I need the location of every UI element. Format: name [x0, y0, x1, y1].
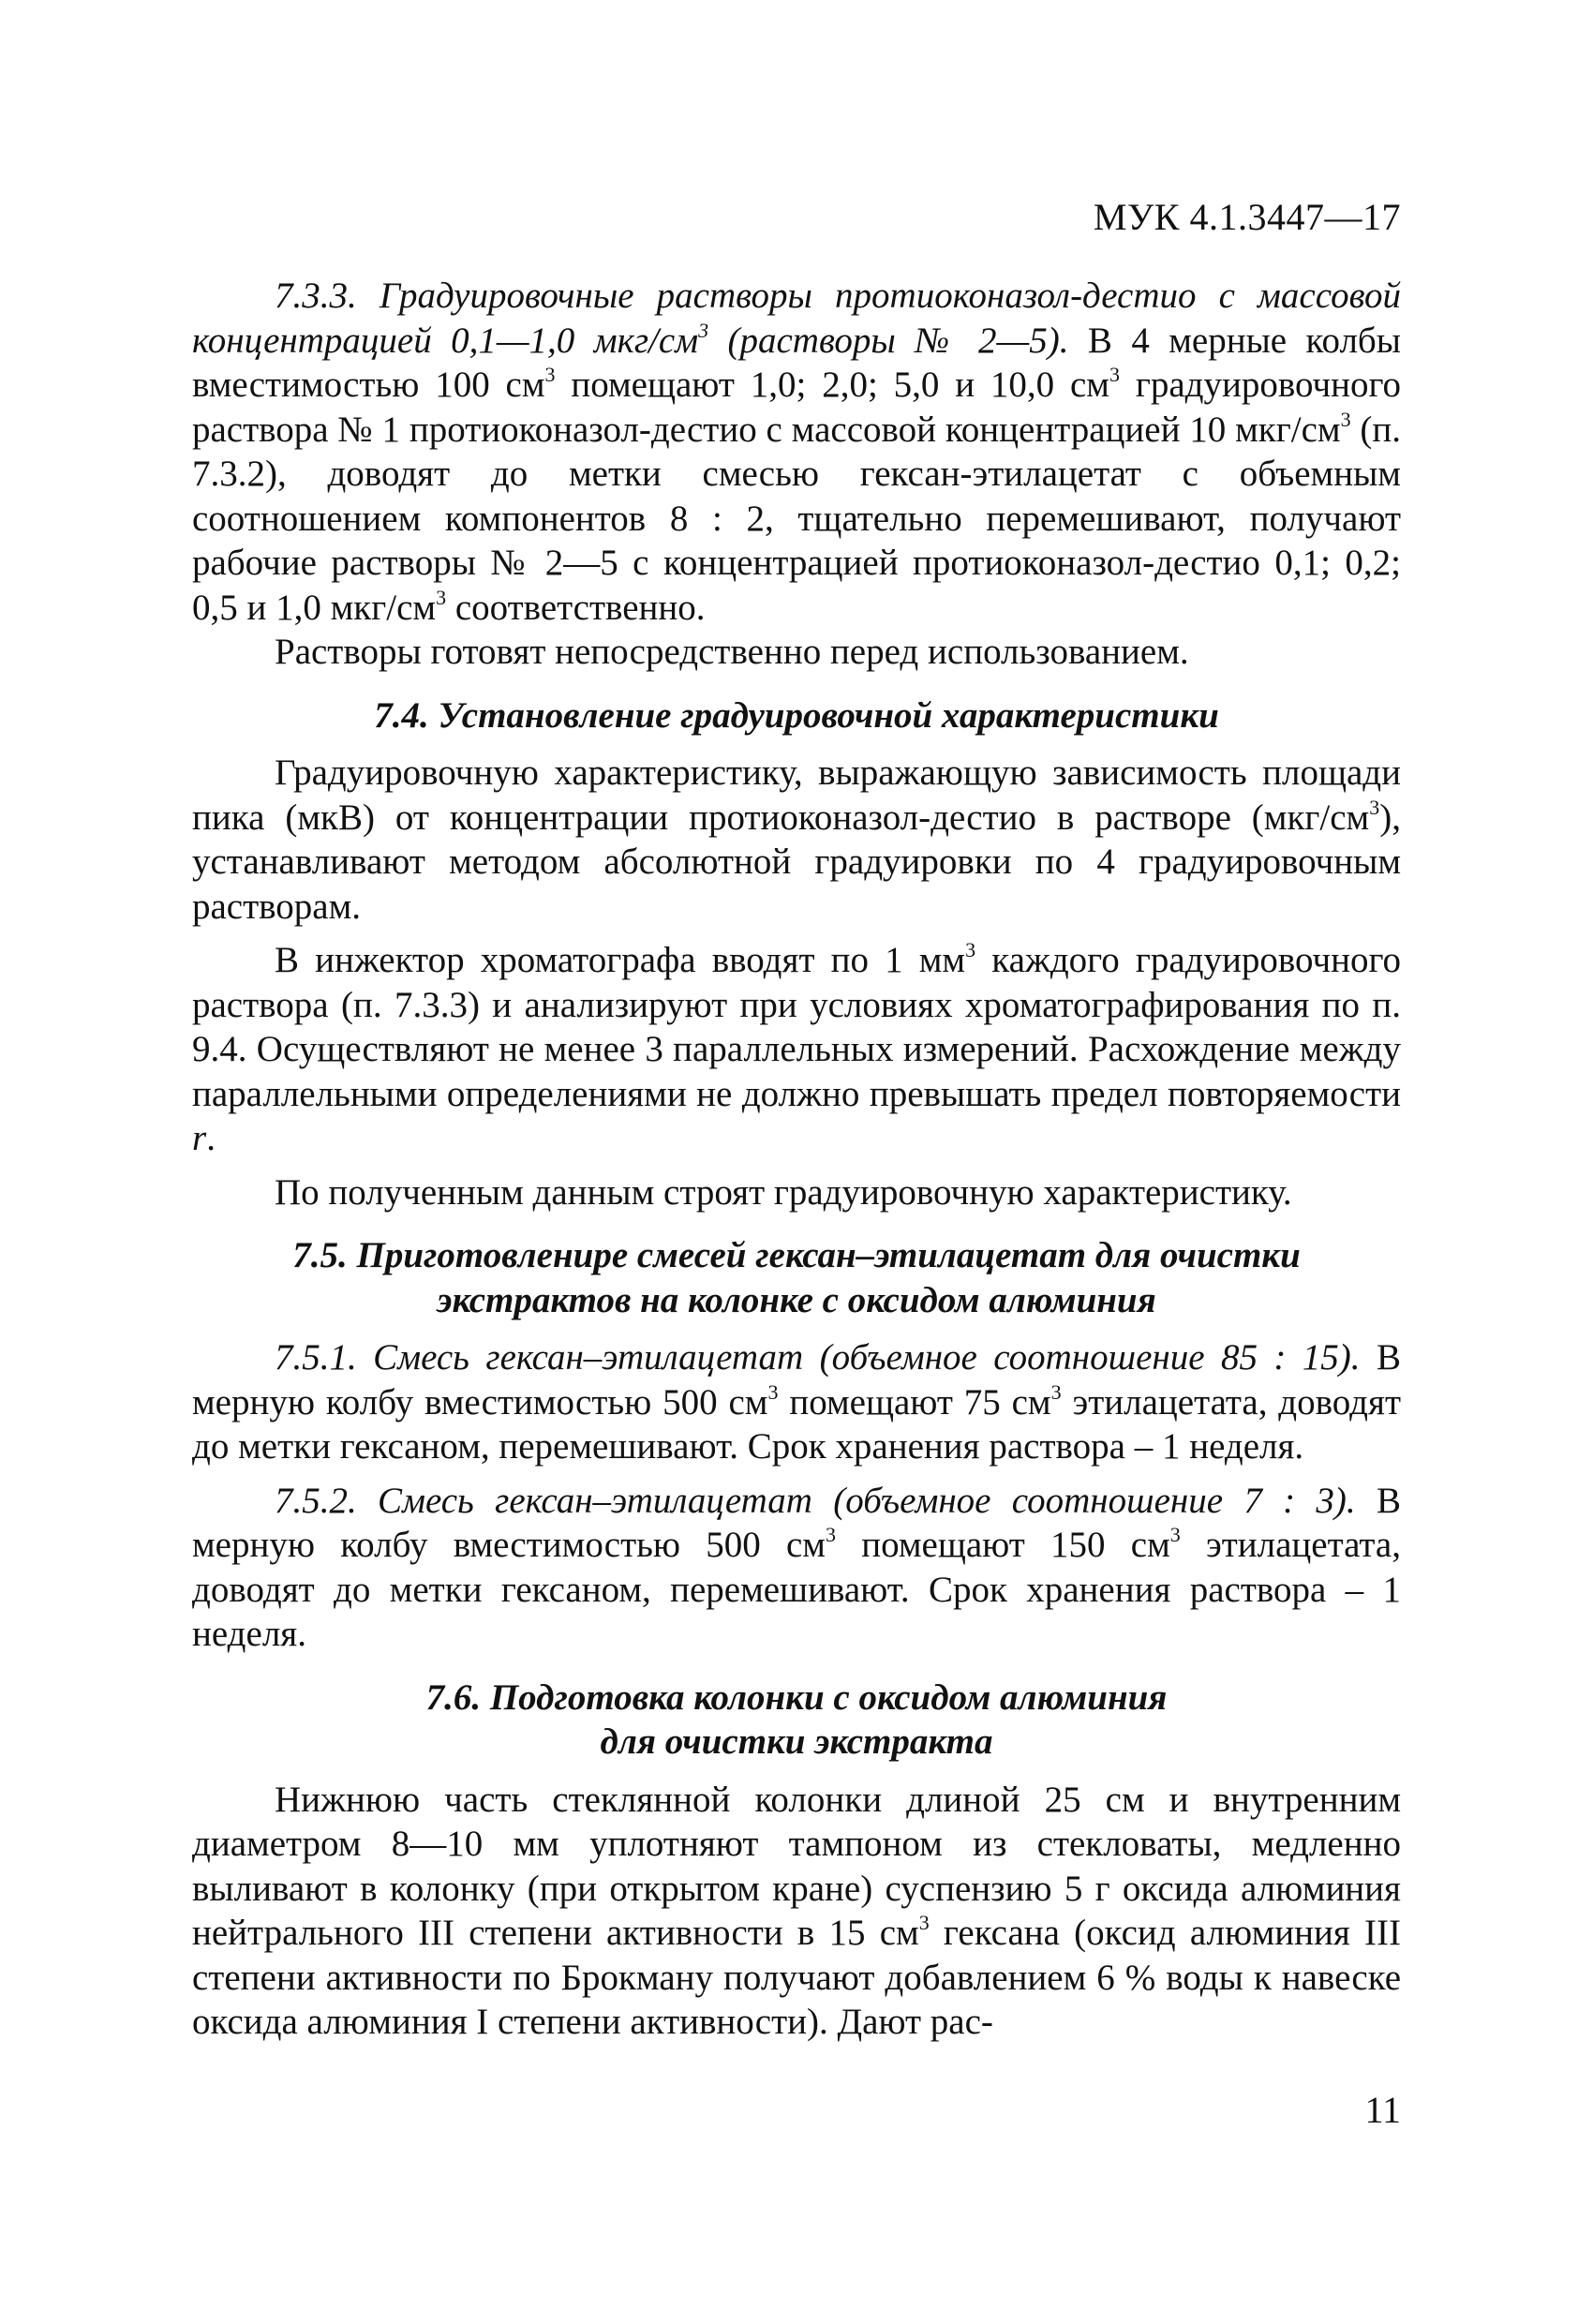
text-run: В мерную колбу вместимостью 500 см — [192, 1480, 1401, 1565]
superscript: 3 — [698, 318, 709, 342]
paragraph — [192, 751, 1401, 929]
section-heading-7-4: 7.4. Установление градуировочной характеристики — [374, 694, 1219, 736]
superscript: 3 — [1169, 1523, 1181, 1546]
text-run: В инжектор хроматографа вводят по 1 мм — [275, 940, 966, 980]
heading-line: для очистки экстракта — [600, 1721, 993, 1762]
section-heading-7-5 — [192, 1233, 1401, 1322]
superscript: 3 — [1369, 795, 1380, 819]
text-run: помещают 75 см — [778, 1381, 1051, 1423]
text-run: каждого градуировочного раствора (п. 7.3.3) и анализируют при условиях хроматографирования по п. 9.4. Осуществляют не менее 3 параллельных измерений. Расхождение между параллельными определениями не должно превышать предел повторяемости — [192, 940, 1401, 1114]
section-7-3-3-title-tail: (растворы № 2—5). — [708, 320, 1069, 361]
text-run: этилацетата, доводят до метки гексаном, перемешивают. Срок хранения раствора – 1 неделя. — [192, 1525, 1401, 1654]
text-run: (п. 7.3.2), доводят до метки смесью гексан-этилацетат с объемным соотношением компонентов 8 : 2, тщательно перемешивают, получают рабочие растворы № 2—5 с концентрацией протиоконазол-дестио 0,1; 0,2; 0,5 и 1,0 мкг/см — [192, 409, 1402, 628]
paragraph-7-3-3 — [192, 274, 1401, 630]
text-run: помещают 1,0; 2,0; 5,0 и 10,0 см — [555, 365, 1109, 405]
superscript: 3 — [1050, 1379, 1062, 1404]
text-run: В 4 мерные колбы вместимостью 100 см — [192, 320, 1401, 405]
paragraph-7-5-1 — [192, 1335, 1401, 1469]
repeatability-symbol: r — [192, 1118, 207, 1158]
text-run: ), устанавливают методом абсолютной градуировки по 4 градуировочным растворам. — [192, 797, 1401, 927]
superscript: 3 — [544, 363, 556, 386]
superscript: 3 — [1109, 363, 1120, 386]
text-run: этилацетата, доводят до метки гексаном, перемешивают. Срок хранения раствора – 1 неделя. — [192, 1381, 1402, 1467]
heading-line: экстрактов на колонке с оксидом алюминия — [437, 1279, 1156, 1320]
page-body — [192, 274, 1401, 2045]
subsection-title: 7.5.2. Смесь гексан–этилацетат (объемное соотношение 7 : 3). — [275, 1480, 1356, 1521]
superscript: 3 — [918, 1911, 930, 1934]
text-run: гексана (оксид алюминия III степени активности по Брокману получают добавлением 6 % воды к навеске оксида алюминия I степени активности). Дают рас- — [192, 1913, 1401, 2042]
paragraph: По полученным данным строят градуировочную характеристику. — [275, 1171, 1292, 1213]
text-run: Градуировочную характеристику, выражающую зависимость площади пика (мкВ) от концентрации протиоконазол-дестио в растворе (мкг/см — [192, 752, 1401, 838]
superscript: 3 — [826, 1523, 836, 1546]
paragraph — [192, 938, 1401, 1161]
heading-line: 7.6. Подготовка колонки с оксидом алюминия — [425, 1676, 1168, 1718]
text-run: . — [206, 1118, 216, 1158]
subsection-title: 7.5.1. Смесь гексан–этилацетат (объемное соотношение 85 : 15). — [275, 1337, 1361, 1378]
text-run: помещают 150 см — [836, 1525, 1170, 1565]
paragraph — [192, 1778, 1401, 2045]
paragraph: Растворы готовят непосредственно перед использованием. — [275, 632, 1189, 672]
heading-line: 7.5. Приготовленире смесей гексан–этилацетат для очистки — [292, 1235, 1301, 1275]
section-heading-7-6 — [192, 1676, 1401, 1765]
superscript: 3 — [965, 938, 976, 961]
superscript: 3 — [1340, 407, 1351, 431]
paragraph-7-5-2 — [192, 1479, 1401, 1657]
text-run: Нижнюю часть стеклянной колонки длиной 25 см и внутренним диаметром 8—10 мм уплотняют тампоном из стекловаты, медленно выливают в колонку (при открытом кране) суспензию 5 г оксида алюминия нейтрального III степени активности в 15 см — [192, 1779, 1401, 1953]
text-run: градуировочного раствора № 1 протиоконазол-дестио с массовой концентрацией 10 мкг/см — [192, 365, 1402, 450]
superscript: 3 — [767, 1379, 779, 1404]
text-run: соответственно. — [446, 587, 706, 628]
text-run: В мерную колбу вместимостью 500 см — [192, 1337, 1401, 1423]
superscript: 3 — [436, 585, 447, 609]
page-number: 11 — [1364, 2089, 1401, 2131]
document-code-header: МУК 4.1.3447—17 — [1093, 196, 1401, 238]
section-7-3-3-title: 7.3.3. Градуировочные растворы протиоконазол-дестио с массовой концентрацией 0,1—1,0 мкг/см — [192, 276, 1401, 361]
